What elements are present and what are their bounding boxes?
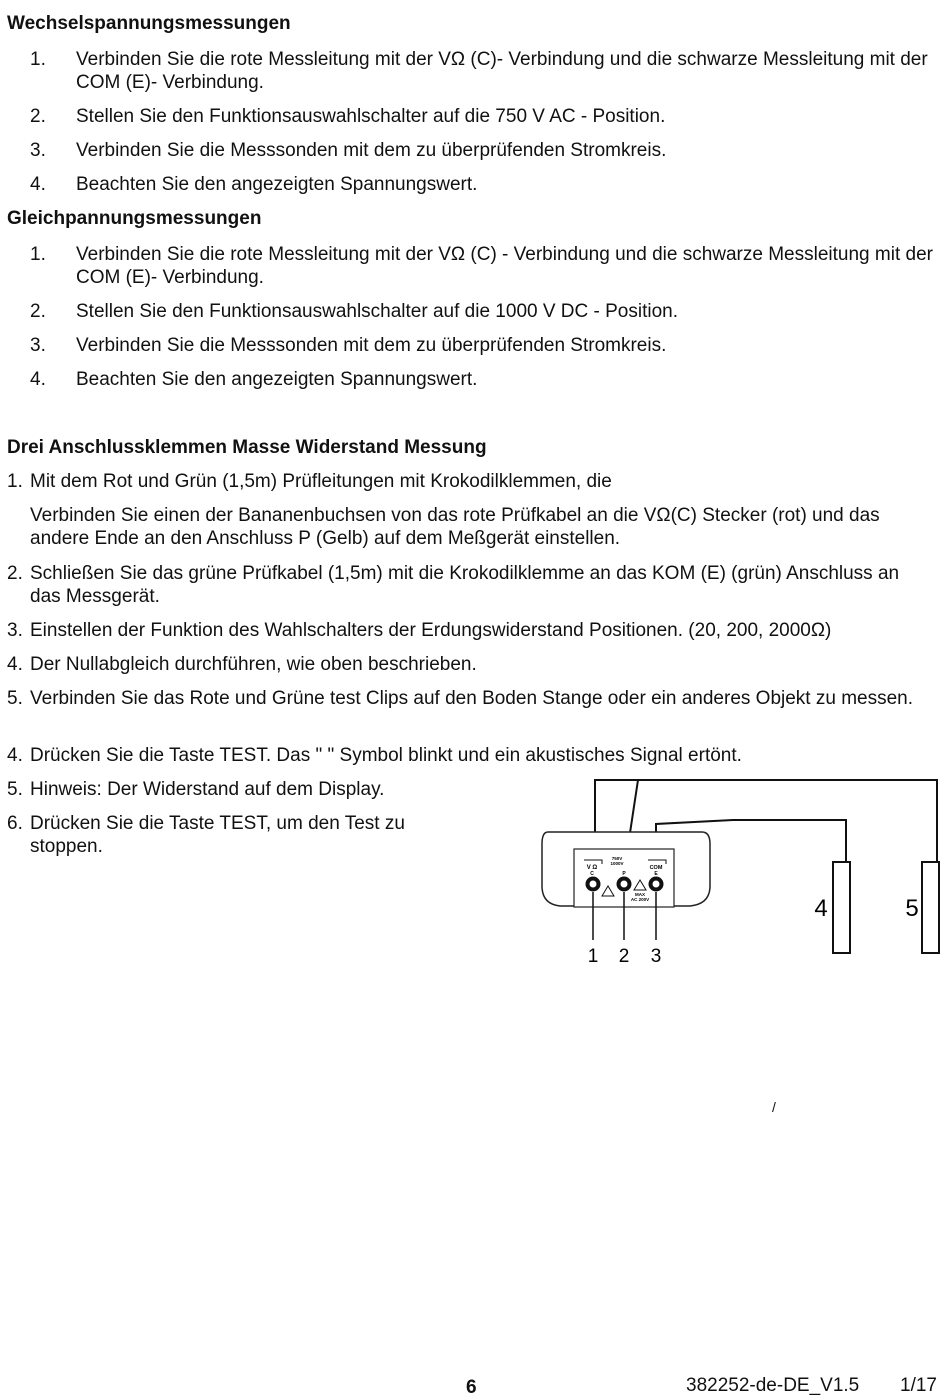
earth-item-3-text: Einstellen der Funktion des Wahlschalters der Erdungswiderstand Positionen. (20, 200, 2000Ω) (30, 620, 832, 641)
dc-item-2-text: Stellen Sie den Funktionsauswahlschalter auf die 1000 V DC - Position. (76, 301, 679, 322)
panel-vohm-label: V Ω (586, 865, 598, 871)
heading-earth-resistance: Drei Anschlussklemmen Masse Widerstand Messung (7, 437, 487, 458)
heading-dc: Gleichpannungsmessungen (7, 208, 262, 229)
earth-item-2-number: 2. (7, 563, 23, 584)
dc-item-4-text: Beachten Sie den angezeigten Spannungswert. (76, 369, 478, 390)
earth-item-3-number: 3. (7, 620, 23, 641)
panel-max-label: MAX (635, 892, 645, 897)
earth-item-7-number: 5. (7, 779, 23, 800)
earth-item-1-text: Mit dem Rot und Grün (1,5m) Prüfleitungen mit Krokodilklemmen, die (30, 471, 612, 492)
ac-item-2-number: 2. (30, 106, 46, 127)
earth-item-1-number: 1. (7, 471, 23, 492)
earth-item-1-continuation: Verbinden Sie einen der Bananenbuchsen von das rote Prüfkabel an die VΩ(C) Stecker (rot) und das andere Ende an den Anschluss P (Gelb) auf dem Meßgerät einstellen. (30, 505, 880, 549)
earth-item-6-text: Drücken Sie die Taste TEST. Das " " Symbol blinkt und ein akustisches Signal ertönt. (30, 745, 742, 766)
terminal-label-2: 2 (618, 946, 630, 967)
dc-item-4-number: 4. (30, 369, 46, 390)
earth-item-5-number: 5. (7, 688, 23, 709)
earth-item-2-text: Schließen Sie das grüne Prüfkabel (1,5m) mit die Krokodilklemme an das KOM (E) (grün) Anschluss an das Messgerät. (30, 563, 900, 607)
earth-rod-5 (922, 862, 939, 953)
earth-item-4-text: Der Nullabgleich durchführen, wie oben beschrieben. (30, 654, 477, 675)
heading-ac: Wechselspannungsmessungen (7, 13, 291, 34)
rod-label-5: 5 (905, 895, 919, 922)
panel-e-label: E (654, 871, 658, 877)
earth-rod-4 (833, 862, 850, 953)
ac-item-2-text: Stellen Sie den Funktionsauswahlschalter auf die 750 V AC - Position. (76, 106, 666, 127)
panel-ac200-label: AC 200V (630, 897, 650, 902)
panel-p-label: P (622, 871, 626, 877)
ac-item-3-text: Verbinden Sie die Messsonden mit dem zu überprüfenden Stromkreis. (76, 140, 667, 161)
ac-item-1-number: 1. (30, 49, 46, 70)
ac-item-4-number: 4. (30, 174, 46, 195)
earth-item-8-number: 6. (7, 813, 23, 834)
rod-label-4: 4 (814, 895, 828, 922)
earth-item-6-number: 4. (7, 745, 23, 766)
earth-item-5-text: Verbinden Sie das Rote und Grüne test Clips auf den Boden Stange oder ein anderes Objekt zu messen. (30, 688, 914, 709)
panel-c-label: C (590, 871, 594, 877)
terminal-label-1: 1 (587, 946, 599, 967)
dc-item-1-number: 1. (30, 244, 46, 265)
dc-item-2-number: 2. (30, 301, 46, 322)
panel-750v-label: 750V (611, 856, 623, 861)
dc-item-3-number: 3. (30, 335, 46, 356)
footer-page-count: 1/17 (900, 1375, 937, 1396)
dc-item-3-text: Verbinden Sie die Messsonden mit dem zu überprüfenden Stromkreis. (76, 335, 667, 356)
footer-page-number: 6 (466, 1377, 477, 1398)
ac-item-4-text: Beachten Sie den angezeigten Spannungswert. (76, 174, 478, 195)
earth-item-8-text: Drücken Sie die Taste TEST, um den Test zu stoppen. (30, 813, 405, 857)
panel-1000v-label: 1000V (610, 861, 624, 866)
earth-item-4-number: 4. (7, 654, 23, 675)
footer-document-id: 382252-de-DE_V1.5 (686, 1375, 860, 1396)
ac-item-1-text: Verbinden Sie die rote Messleitung mit der VΩ (C)- Verbindung und die schwarze Messleitung mit der COM (E)- Verbindung. (76, 49, 928, 93)
earth-item-7-text: Hinweis: Der Widerstand auf dem Display. (30, 779, 385, 800)
earth-test-wiring-diagram (520, 774, 945, 974)
ac-item-3-number: 3. (30, 140, 46, 161)
stray-mark: / (772, 1099, 776, 1115)
terminal-label-3: 3 (650, 946, 662, 967)
meter-body (542, 832, 710, 907)
dc-item-1-text: Verbinden Sie die rote Messleitung mit der VΩ (C) - Verbindung und die schwarze Messleitung mit der COM (E)- Verbindung. (76, 244, 933, 288)
panel-com-label: COM (649, 865, 663, 871)
